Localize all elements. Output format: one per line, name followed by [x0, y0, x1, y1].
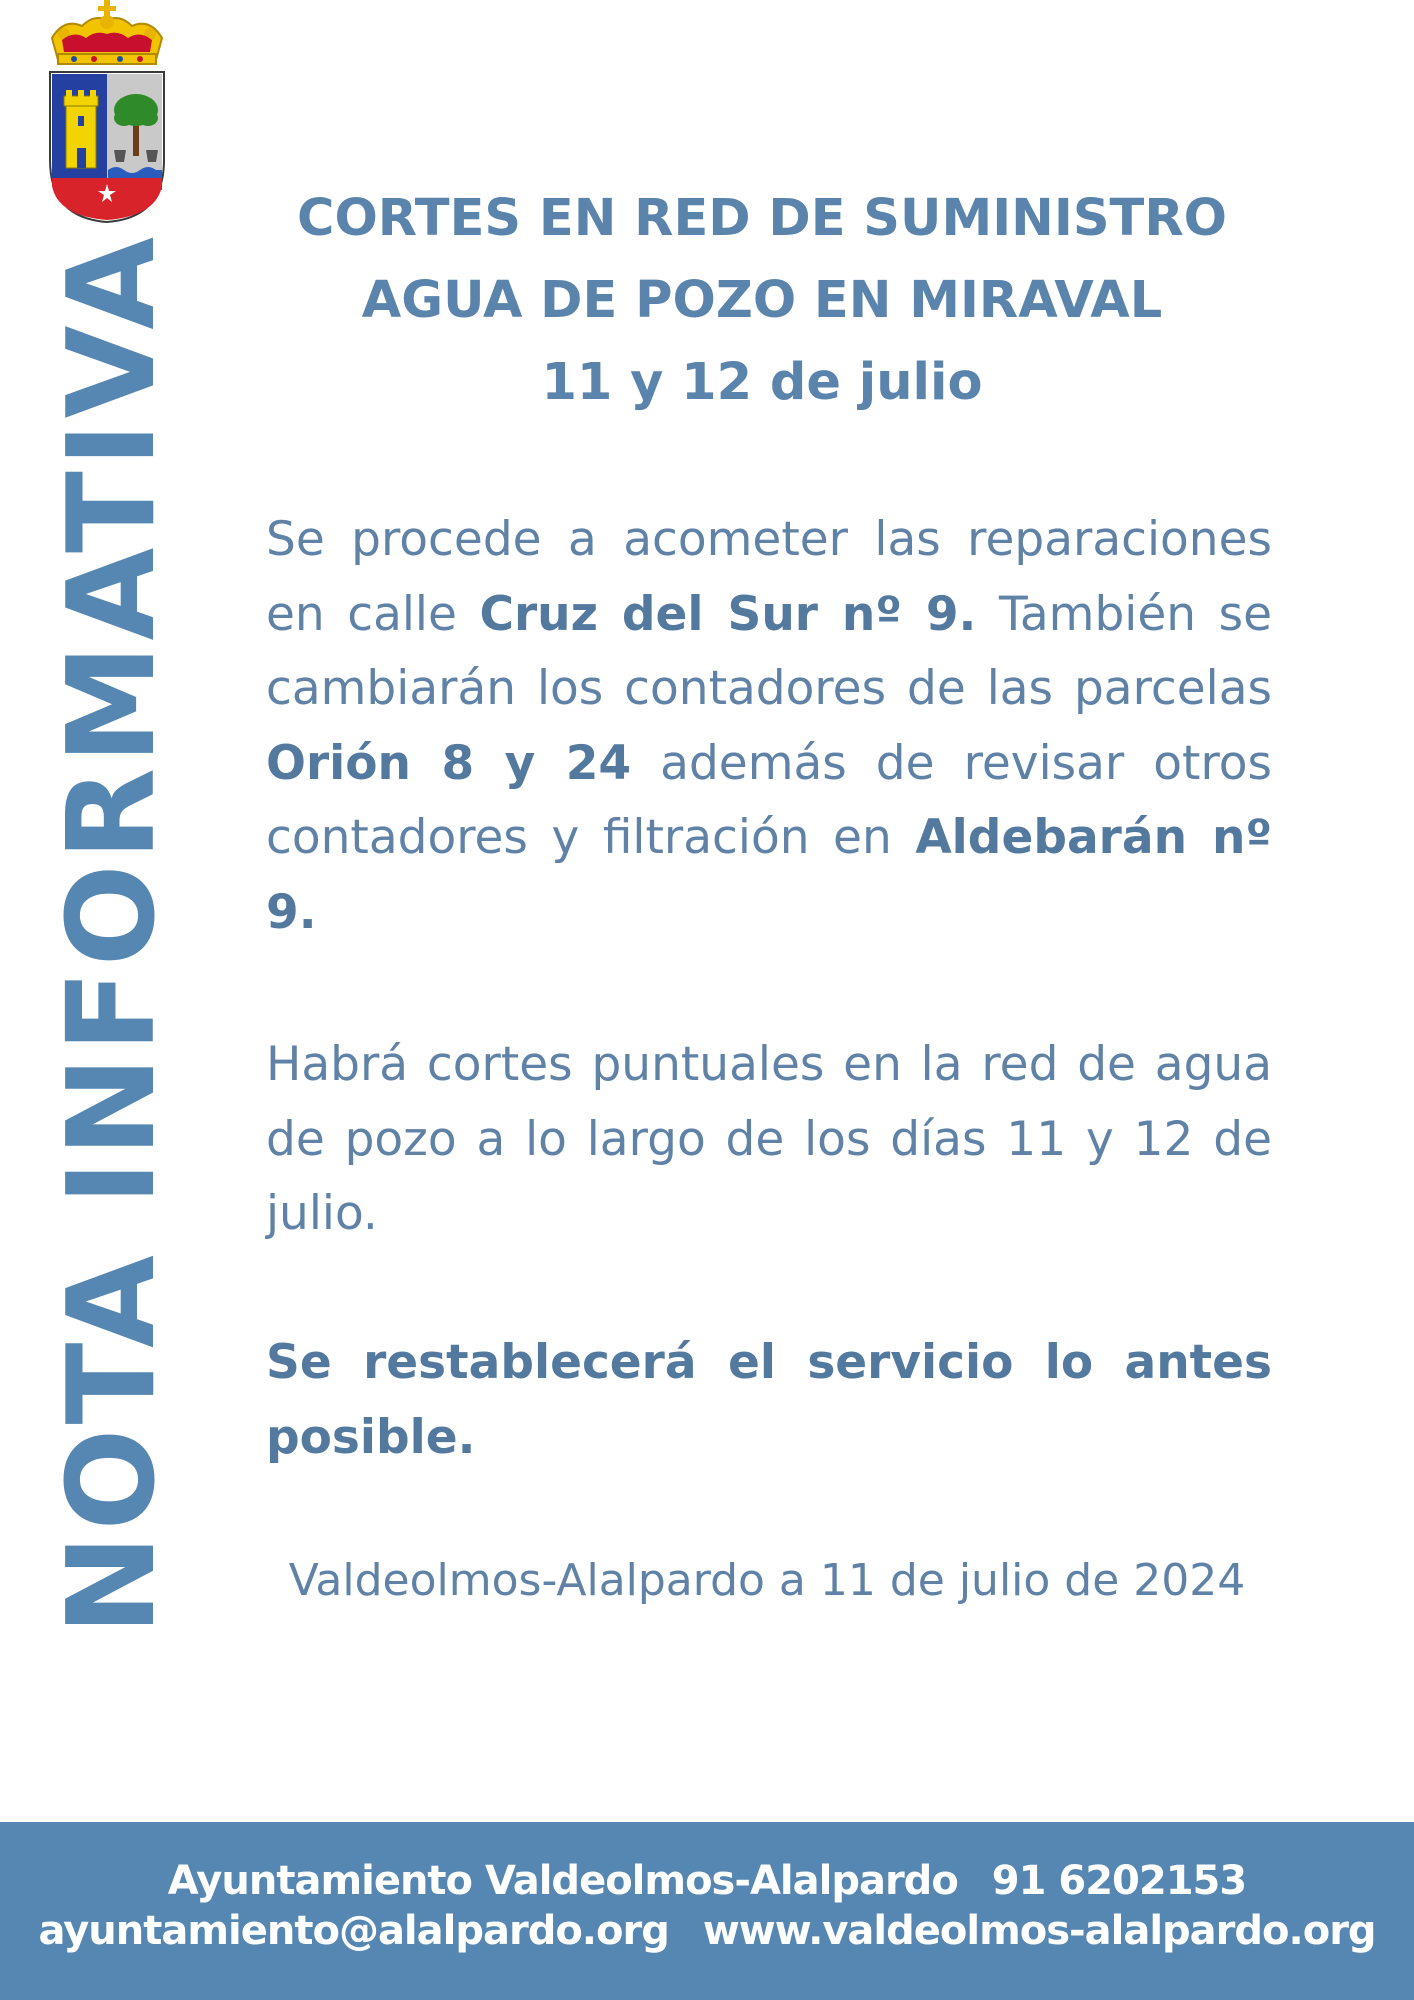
footer: [0, 1822, 1414, 2000]
headline-line-2: AGUA DE POZO EN MIRAVAL: [361, 271, 1163, 330]
headline-line-1: CORTES EN RED DE SUMINISTRO: [297, 189, 1227, 248]
cuts-paragraph: Habrá cortes puntuales en la red de agua de pozo a lo largo de los días 11 y 12 de julio.: [266, 1037, 1272, 1241]
street-address: Cruz del Sur nº 9.: [479, 586, 977, 642]
email-link[interactable]: ayuntamiento@alalpardo.org: [38, 1908, 669, 1954]
repairs-text-3: además de revisar otros contadores y filtración en: [266, 735, 1273, 865]
place-date: Valdeolmos-Alalpardo a 11 de julio de 2024: [288, 1555, 1246, 1606]
coat-of-arms-icon: [44, 0, 170, 230]
restore-paragraph: Se restablecerá el servicio lo antes posible.: [266, 1335, 1272, 1465]
headline: [262, 178, 1262, 424]
filtration-location: Aldebarán nº 9.: [266, 810, 1272, 940]
side-title: NOTA INFORMATIVA: [43, 232, 182, 1635]
parcels: Orión 8 y 24: [266, 735, 632, 791]
footer-line-1: [0, 1858, 1414, 1904]
organization-name: Ayuntamiento Valdeolmos-Alalpardo: [167, 1858, 958, 1904]
repairs-paragraph: [266, 503, 1272, 950]
repairs-text-1: Se procede a acometer las reparaciones en calle: [266, 512, 1272, 642]
footer-line-2: [0, 1908, 1414, 1954]
headline-dates: 11 y 12 de julio: [541, 353, 983, 412]
repairs-text-2: También se cambiarán los contadores de las parcelas: [266, 586, 1272, 716]
phone-number[interactable]: 91 6202153: [991, 1858, 1247, 1904]
website-link[interactable]: www.valdeolmos-alalpardo.org: [702, 1908, 1376, 1954]
